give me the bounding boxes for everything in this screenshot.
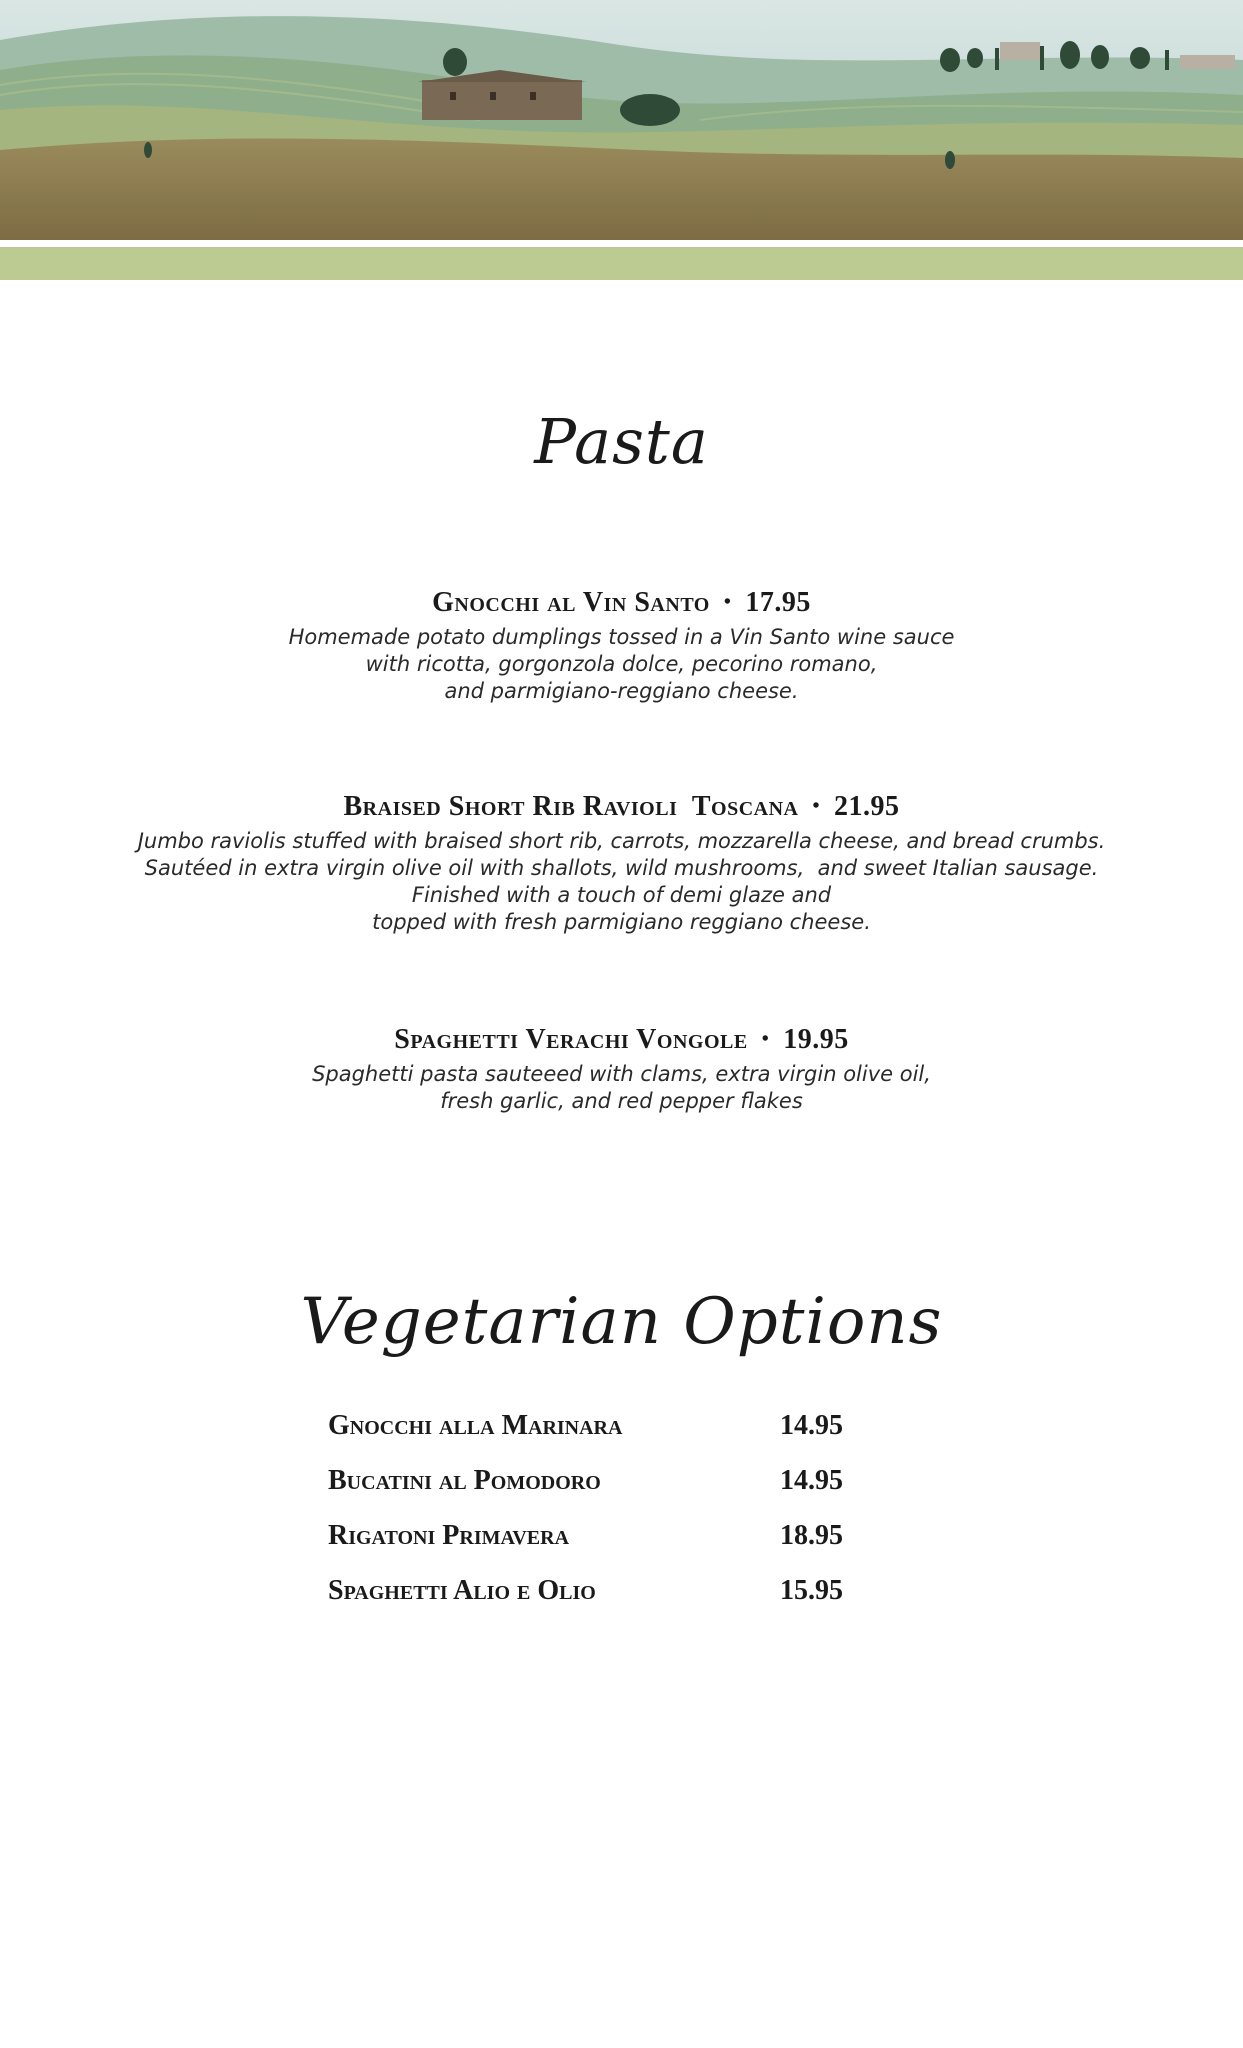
- veg-item-price: 18.95: [780, 1520, 843, 1551]
- description-line: Spaghetti pasta sauteeed with clams, extra virgin olive oil,: [312, 1062, 931, 1086]
- vegetarian-list: [328, 1410, 848, 1630]
- description-line: Homemade potato dumplings tossed in a Vin Santo wine sauce: [288, 625, 955, 649]
- veg-item-price: 14.95: [780, 1410, 843, 1441]
- veg-item-price: 15.95: [780, 1575, 843, 1606]
- menu-item-price: 21.95: [834, 791, 900, 822]
- bullet-separator: •: [812, 795, 820, 817]
- hero-landscape-image: [0, 0, 1243, 240]
- menu-item-heading: [0, 789, 1243, 824]
- veg-item-name: Rigatoni Primavera: [328, 1520, 570, 1551]
- description-line: Jumbo raviolis stuffed with braised short rib, carrots, mozzarella cheese, and bread crumbs.: [137, 829, 1106, 853]
- description-line: topped with fresh parmigiano reggiano cheese.: [372, 910, 871, 934]
- description-line: Finished with a touch of demi glaze and: [411, 883, 832, 907]
- description-line: Sautéed in extra virgin olive oil with shallots, wild mushrooms, and sweet Italian sausage.: [144, 856, 1099, 880]
- hero-divider: [0, 240, 1243, 247]
- menu-item: [0, 585, 1243, 705]
- menu-item-description: [0, 624, 1243, 705]
- menu-item-description: [0, 828, 1243, 936]
- green-accent-band: [0, 247, 1243, 280]
- description-line: and parmigiano-reggiano cheese.: [444, 679, 799, 703]
- veg-item-name: Spaghetti Alio e Olio: [328, 1575, 596, 1606]
- description-line: fresh garlic, and red pepper flakes: [440, 1089, 803, 1113]
- menu-item-description: [0, 1061, 1243, 1115]
- list-item: [328, 1575, 848, 1630]
- menu-item: [0, 789, 1243, 936]
- menu-item-price: 19.95: [783, 1024, 849, 1055]
- list-item: [328, 1410, 848, 1465]
- menu-item-heading: [0, 1022, 1243, 1057]
- veg-item-name: Bucatini al Pomodoro: [328, 1465, 601, 1496]
- bullet-separator: •: [761, 1028, 770, 1050]
- veg-item-price: 14.95: [780, 1465, 843, 1496]
- bullet-separator: •: [723, 591, 732, 613]
- pasta-section-title: Pasta: [534, 405, 709, 478]
- vegetarian-section-title: Vegetarian Options: [300, 1285, 943, 1359]
- list-item: [328, 1465, 848, 1520]
- menu-item-heading: [0, 585, 1243, 620]
- description-line: with ricotta, gorgonzola dolce, pecorino romano,: [365, 652, 878, 676]
- menu-item-name: Gnocchi al Vin Santo: [432, 587, 710, 618]
- list-item: [328, 1520, 848, 1575]
- menu-item-name: Spaghetti Verachi Vongole: [394, 1024, 748, 1055]
- veg-item-name: Gnocchi alla Marinara: [328, 1410, 623, 1441]
- menu-item: [0, 1022, 1243, 1115]
- menu-item-price: 17.95: [745, 587, 811, 618]
- menu-item-name: Braised Short Rib Ravioli Toscana: [343, 791, 799, 822]
